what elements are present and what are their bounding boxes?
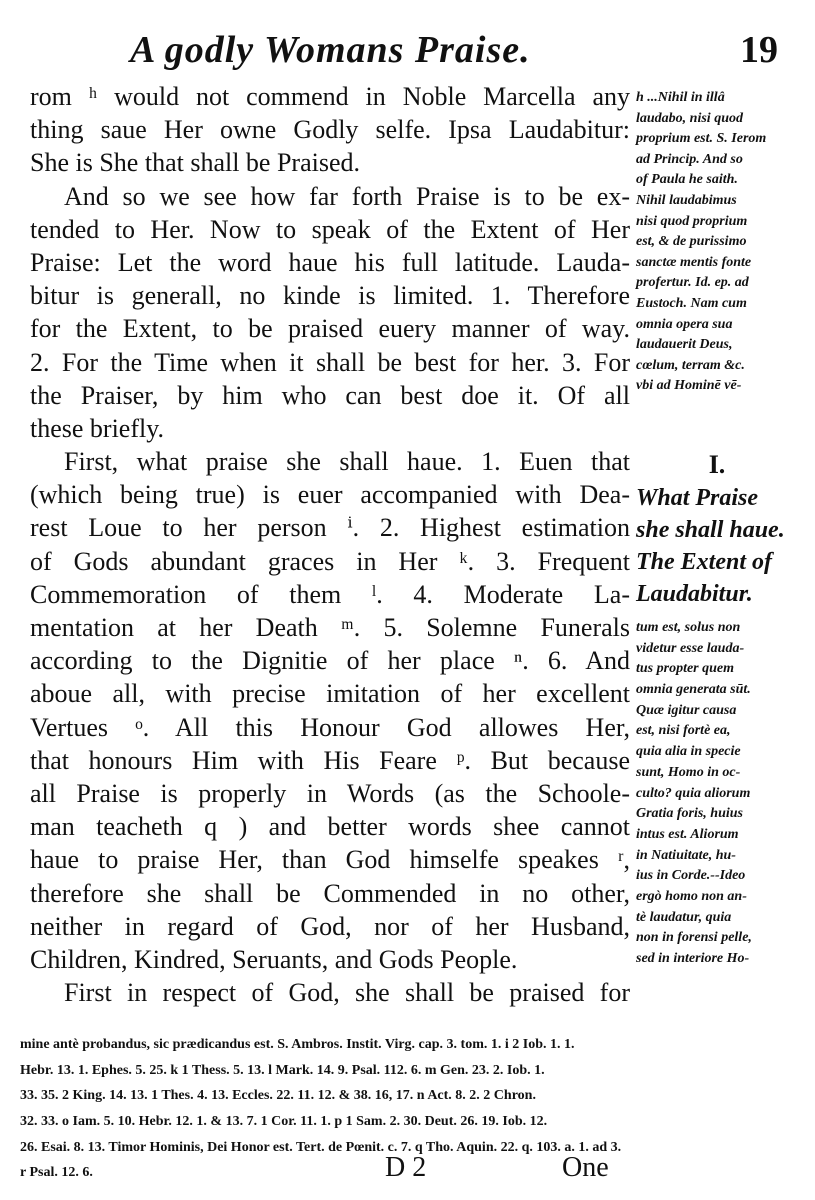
body-line: rest Loue to her person ⁱ. 2. Highest estimation <box>30 513 630 543</box>
margin-note-line: Gratia foris, huius <box>636 806 743 822</box>
margin-note-line: laudabo, nisi quod <box>636 110 743 126</box>
body-line: the Praiser, by him who can best doe it. Of all <box>30 380 630 410</box>
margin-note-line: in Natiuitate, hu- <box>636 847 736 863</box>
body-line: And so we see how far forth Praise is to be ex- <box>64 181 630 211</box>
margin-note-line: sunt, Homo in oc- <box>636 764 741 780</box>
body-line: man teacheth q ) and better words shee cannot <box>30 812 630 842</box>
signature-mark: D 2 <box>385 1152 427 1183</box>
margin-note-line: Eustoch. Nam cum <box>636 295 747 311</box>
footnote-line: mine antè probandus, sic prædicandus est. S. Ambros. Instit. Virg. cap. 3. tom. 1. i 2 Iob. 1. 1. <box>20 1037 575 1052</box>
margin-notes-bottom <box>636 618 802 970</box>
margin-note-line: h ...Nihil in illâ <box>636 90 725 105</box>
margin-note-line: videtur esse lauda- <box>636 640 745 656</box>
body-line: rom ʰ would not commend in Noble Marcella any <box>30 82 630 111</box>
margin-note-line: est, nisi fortè ea, <box>636 723 731 739</box>
body-line: haue to praise Her, than God himselfe speakes ʳ, <box>30 845 630 875</box>
footnote-line: 32. 33. o Iam. 5. 10. Hebr. 12. 1. & 13. 7. 1 Cor. 11. 1. p 1 Sam. 2. 30. Deut. 26. 19. Iob. 12. <box>20 1114 548 1130</box>
page-number: 19 <box>740 29 778 71</box>
section-marker <box>636 448 798 610</box>
body-line: First in respect of God, she shall be praised for <box>64 978 630 1008</box>
margin-note-line: est, & de purissimo <box>636 234 747 250</box>
body-line: for the Extent, to be praised euery manner of way. <box>30 314 630 344</box>
margin-note-line: proprium est. S. Ierom <box>636 131 767 147</box>
margin-note-line: profertur. Id. ep. ad <box>636 275 749 291</box>
body-line: aboue all, with precise imitation of her excellent <box>30 679 630 709</box>
margin-note-line: omnia opera sua <box>636 316 733 332</box>
catchword: One <box>562 1152 609 1183</box>
footnote-line: r Psal. 12. 6. <box>20 1165 93 1181</box>
margin-note-line: tus propter quem <box>636 661 735 677</box>
body-line: therefore she shall be Commended in no other, <box>30 878 630 908</box>
margin-note-line: of Paula he saith. <box>636 172 738 188</box>
body-line: neither in regard of God, nor of her Husband, <box>30 911 630 941</box>
body-line: She is She that shall be Praised. <box>30 148 361 178</box>
section-heading-line: What Praise <box>636 485 759 511</box>
body-line: thing saue Her owne Godly selfe. Ipsa Laudabitur: <box>30 115 630 145</box>
running-head: A godly Womans Praise. <box>130 29 531 71</box>
body-line: these briefly. <box>30 413 165 443</box>
margin-note-line: ergò homo non an- <box>636 888 747 904</box>
margin-note-line: sanctæ mentis fonte <box>636 254 752 270</box>
body-line: all Praise is properly in Words (as the Schoole- <box>30 778 630 808</box>
body-line: tended to Her. Now to speak of the Extent of Her <box>30 214 630 244</box>
body-line: 2. For the Time when it shall be best for her. 3. For <box>30 347 630 377</box>
margin-note-line: cœlum, terram &c. <box>636 357 745 373</box>
body-line: of Gods abundant graces in Her ᵏ. 3. Frequent <box>30 546 630 576</box>
footnote-line: 33. 35. 2 King. 14. 13. 1 Thes. 4. 13. Eccles. 22. 11. 12. & 38. 16, 17. n Act. 8. 2. 2 Chron. <box>20 1088 536 1104</box>
margin-note-line: tè laudatur, quia <box>636 909 732 925</box>
margin-notes-top <box>636 88 798 397</box>
margin-note-line: intus est. Aliorum <box>636 826 739 842</box>
margin-note-line: omnia generata sūt. <box>636 682 751 698</box>
body-line: bitur is generall, no kinde is limited. 1. Therefore <box>30 281 630 311</box>
margin-note-line: non in forensi pelle, <box>636 930 752 946</box>
body-line: that honours Him with His Feare ᵖ. But because <box>30 745 630 775</box>
body-line: mentation at her Death ᵐ. 5. Solemne Funerals <box>30 613 630 642</box>
margin-note-line: sed in interiore Ho- <box>636 951 750 966</box>
body-line: Praise: Let the word haue his full latitude. Lauda- <box>30 247 630 277</box>
margin-note-line: quia alia in specie <box>636 744 741 760</box>
main-text-column <box>30 80 630 1009</box>
body-line: according to the Dignitie of her place ⁿ. 6. And <box>30 646 630 676</box>
section-heading-line: she shall haue. <box>636 517 785 543</box>
footnote-line: 26. Esai. 8. 13. Timor Hominis, Dei Honor est. Tert. de Pœnit. c. 7. q Tho. Aquin. 22. q. 103. a. 1. ad 3. <box>20 1139 622 1155</box>
margin-note-line: tum est, solus non <box>636 620 741 635</box>
section-heading-line: The Extent of <box>636 549 772 575</box>
page-header <box>120 28 800 72</box>
margin-note-line: ad Princip. And so <box>636 151 743 167</box>
margin-note-line: ius in Corde.--Ideo <box>636 868 746 884</box>
footnote-line: Hebr. 13. 1. Ephes. 5. 25. k 1 Thess. 5. 13. l Mark. 14. 9. Psal. 112. 6. m Gen. 23. 2. Iob. 1. <box>20 1062 545 1078</box>
margin-note-line: Quæ igitur causa <box>636 702 737 718</box>
section-heading-line: Laudabitur. <box>636 581 753 607</box>
body-line: Vertues ᵒ. All this Honour God allowes Her, <box>30 712 630 742</box>
body-line: (which being true) is euer accompanied with Dea- <box>30 480 630 510</box>
margin-note-line: nisi quod proprium <box>636 213 748 229</box>
section-numeral: I. <box>708 450 726 479</box>
page-footer <box>0 1152 815 1188</box>
margin-note-line: culto? quia aliorum <box>636 785 751 801</box>
margin-note-line: vbi ad Hominē vē- <box>636 378 742 394</box>
margin-note-line: Nihil laudabimus <box>636 192 737 208</box>
body-line: First, what praise she shall haue. 1. Euen that <box>64 447 630 477</box>
body-line: Children, Kindred, Seruants, and Gods People. <box>30 944 518 974</box>
margin-note-line: laudauerit Deus, <box>636 337 733 353</box>
body-line: Commemoration of them ˡ. 4. Moderate La- <box>30 579 630 609</box>
